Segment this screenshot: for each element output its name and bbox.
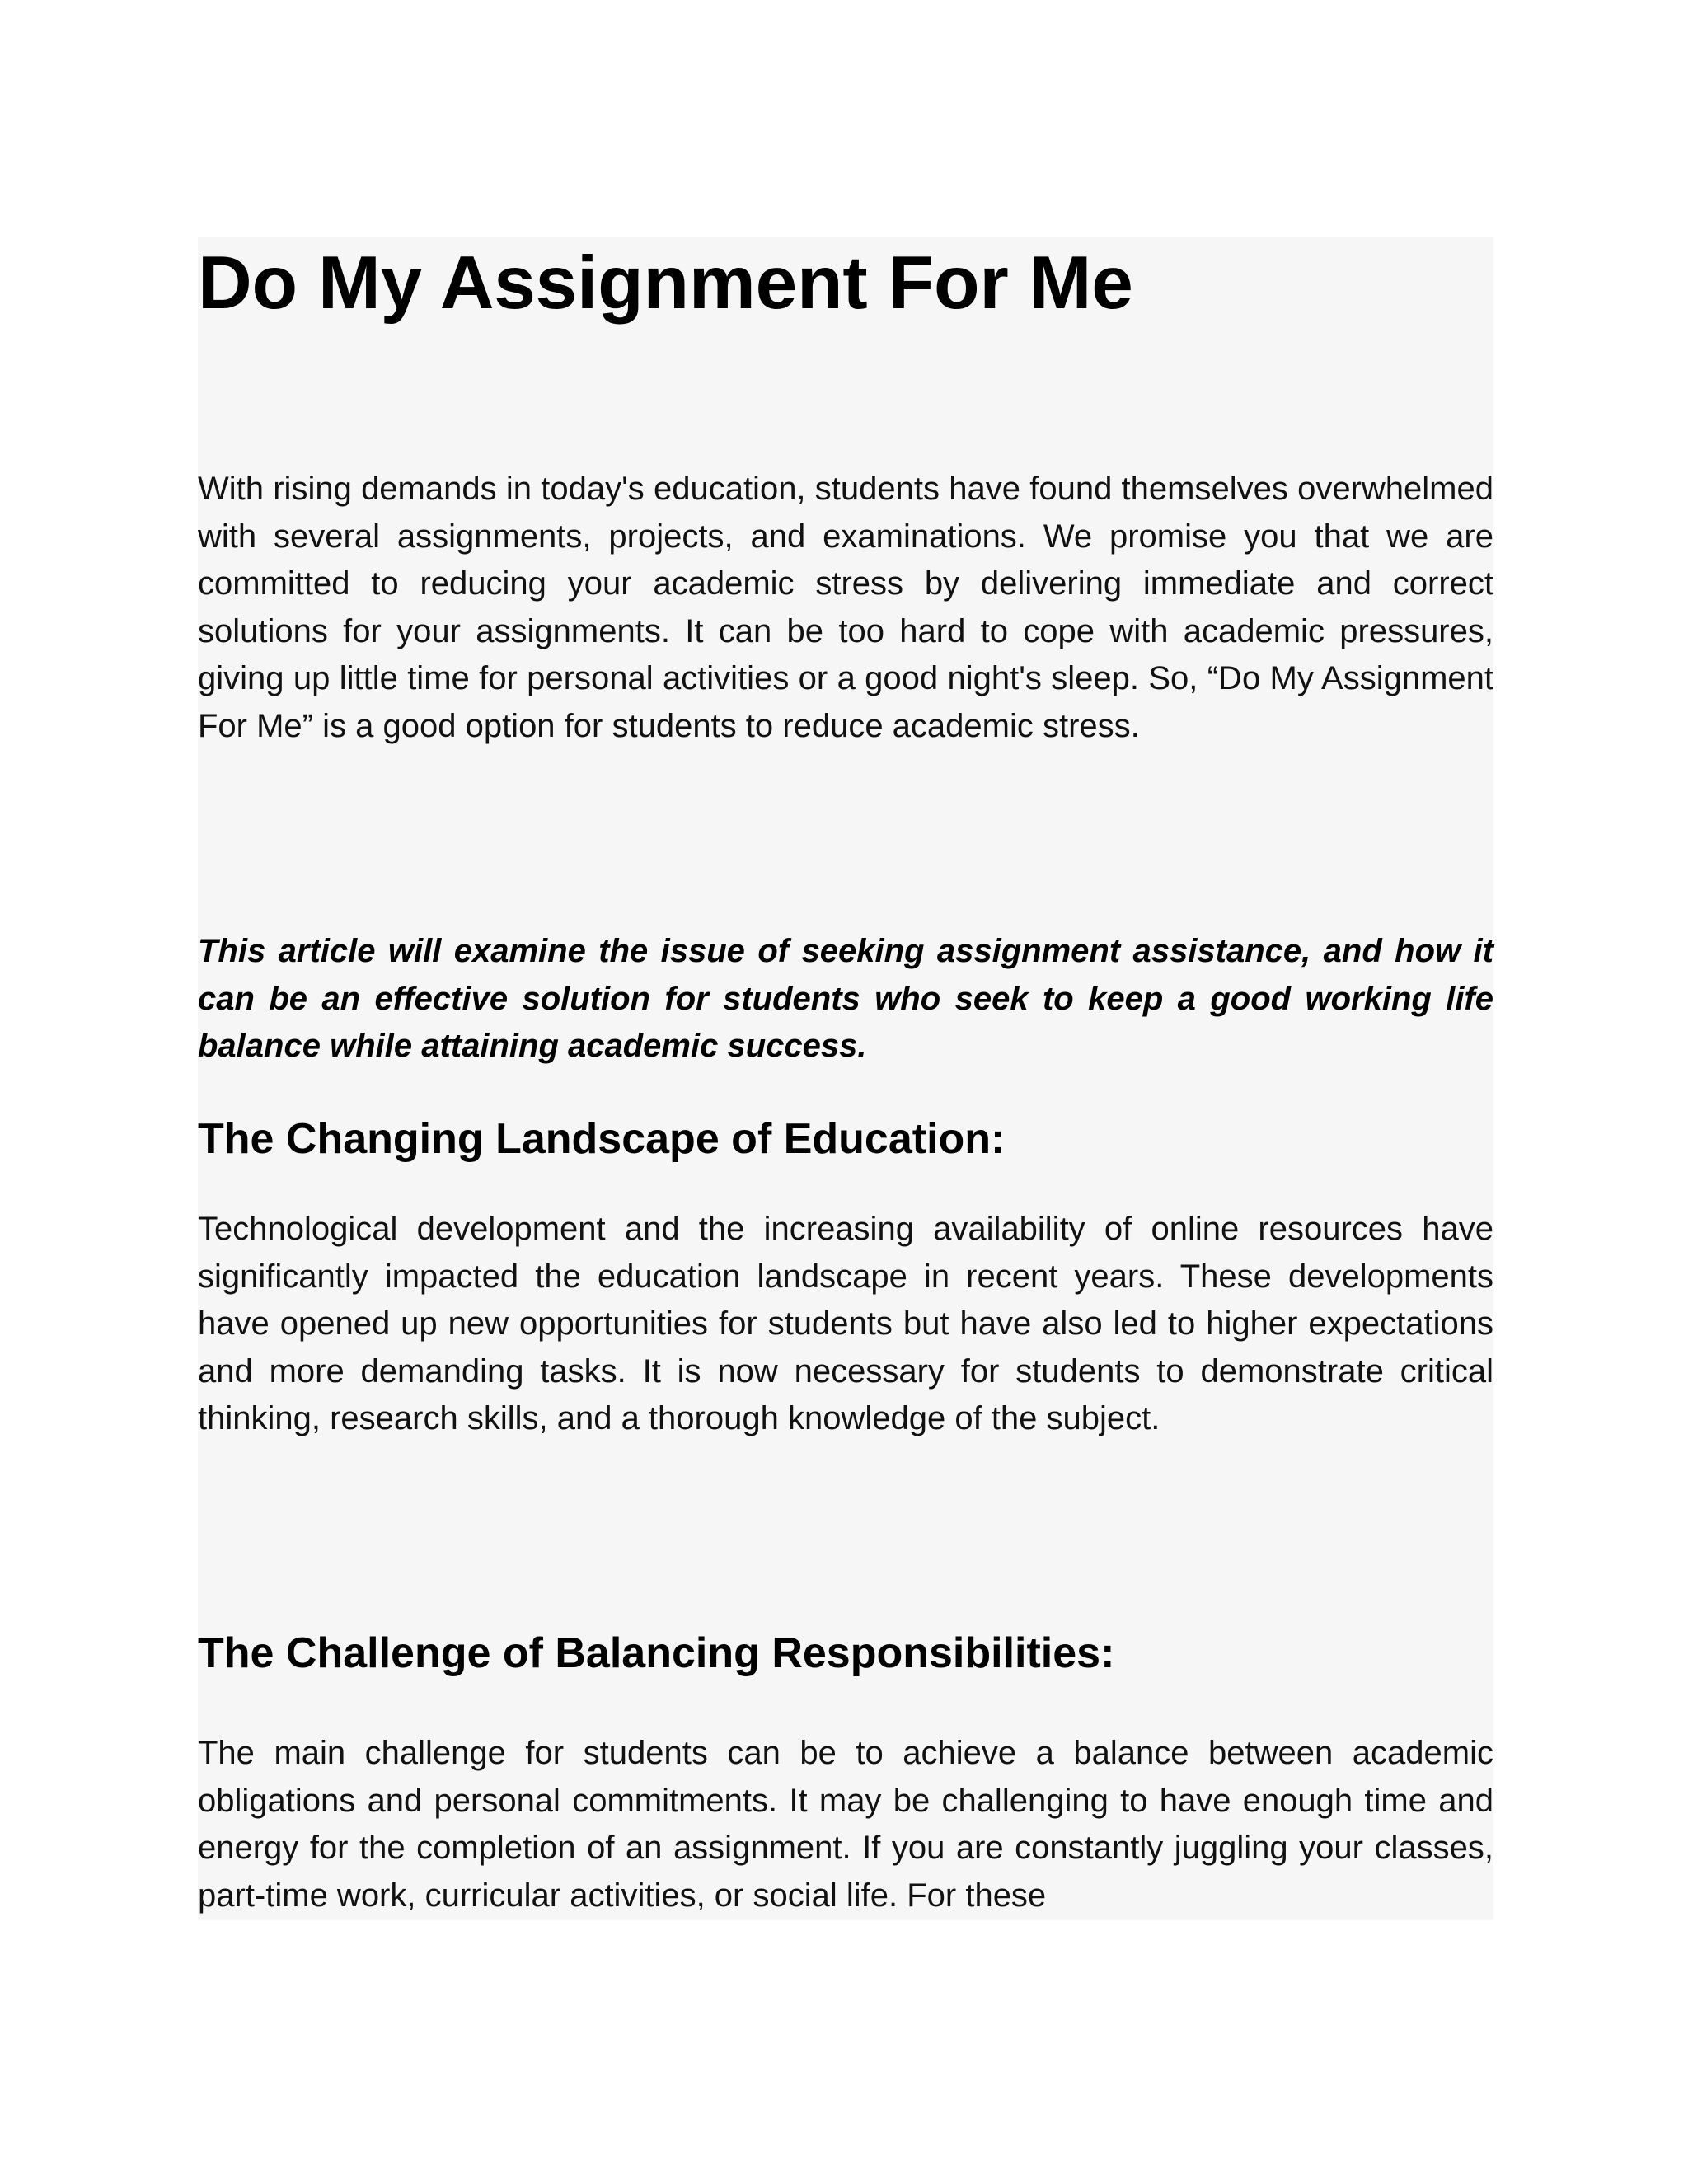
section-heading-landscape: The Changing Landscape of Education:: [198, 1115, 1006, 1163]
emphasis-paragraph: This article will examine the issue of seeking assignment assistance, and how it can be an effective solution for students who seek to keep a good working life balance while attaining academic success.: [198, 933, 1493, 1065]
section-heading-balancing: The Challenge of Balancing Responsibilities:: [198, 1629, 1115, 1677]
section-body-landscape: Technological development and the increasing availability of online resources have significantly impacted the education landscape in recent years. These developments have opened up new opportunities for students but have also led to higher expectations and more demanding tasks. It is now necessary for students to demonstrate critical thinking, research skills, and a thorough knowledge of the subject.: [198, 1211, 1493, 1437]
document-page: [198, 237, 1493, 1920]
intro-paragraph: With rising demands in today's education, students have found themselves overwhelmed with several assignments, projects, and examinations. We promise you that we are committed to reducing your academic stress by delivering immediate and correct solutions for your assignments. It can be too hard to cope with academic pressures, giving up little time for personal activities or a good night's sleep. So, “Do My Assignment For Me” is a good option for students to reduce academic stress.: [198, 471, 1493, 744]
document-title: Do My Assignment For Me: [198, 241, 1133, 325]
section-body-balancing: The main challenge for students can be to achieve a balance between academic obligations and personal commitments. It may be challenging to have enough time and energy for the completion of an assignment. If you are constantly juggling your classes, part-time work, curricular activities, or social life. For these: [198, 1735, 1493, 1914]
